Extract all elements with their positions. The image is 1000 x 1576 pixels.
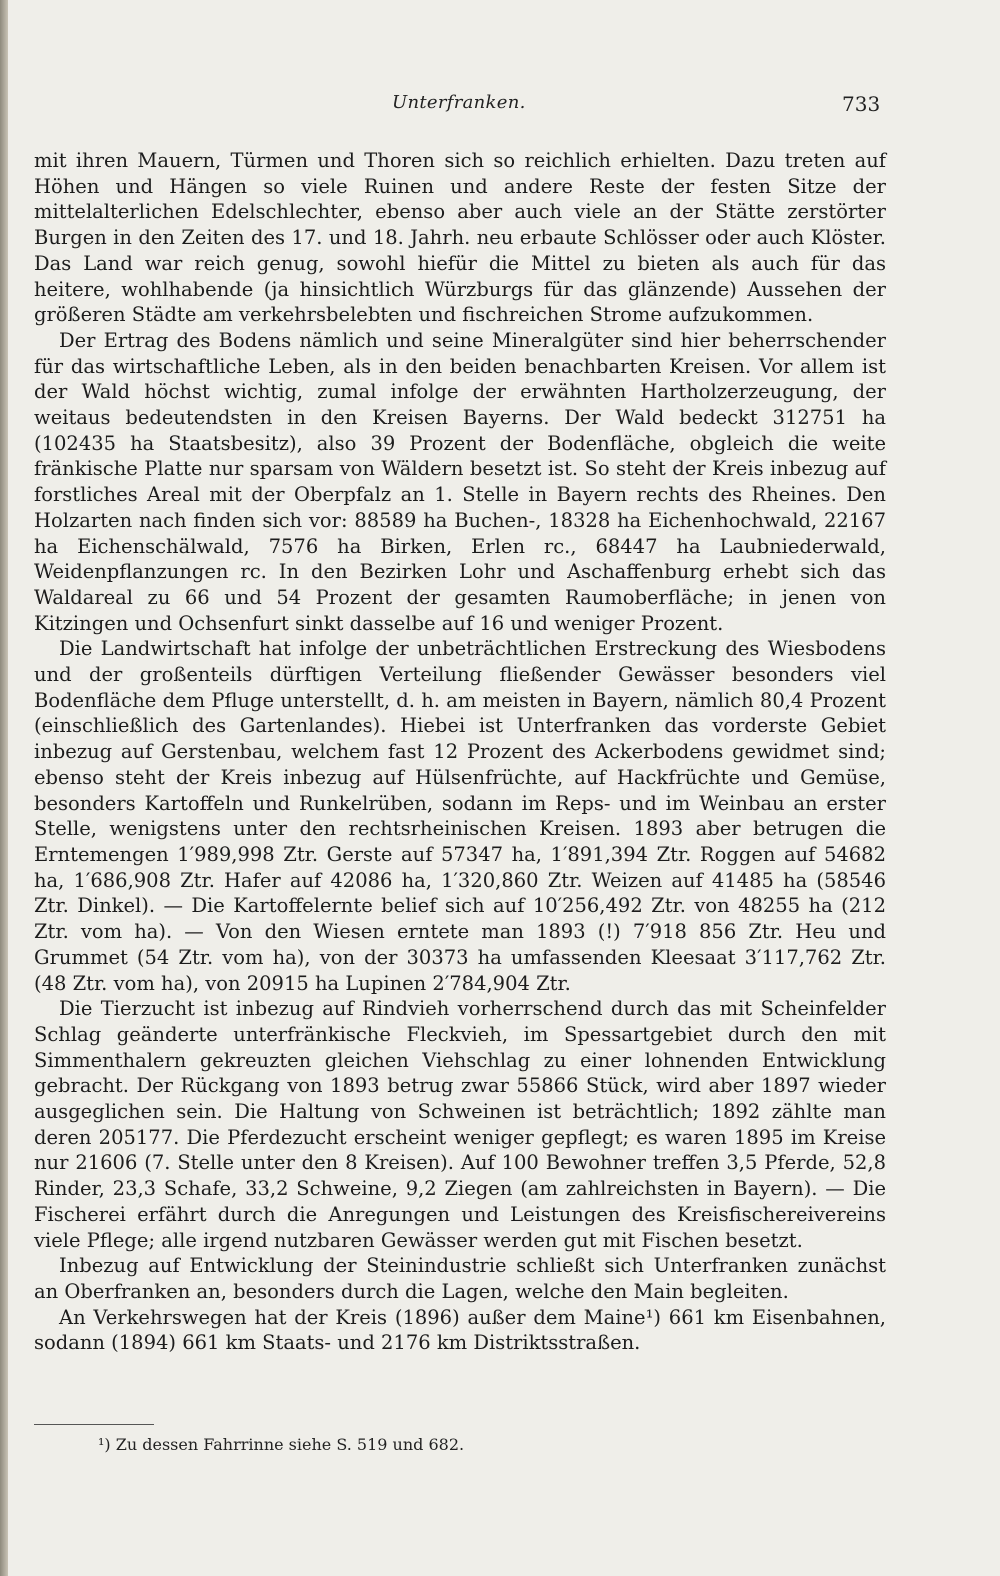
paragraph-2: Der Ertrag des Bodens nämlich und seine Mineralgüter sind hier beherrschender für das wirtschaftliche Leben, als in den beiden benachbarten Kreisen. Vor allem ist der Wald höchst wichtig, zumal infolge der erwähnten Hartholzerzeugung, der weitaus bedeutendsten in den Kreisen Bayerns. Der Wald bedeckt 312751 ha (102435 ha Staatsbesitz), also 39 Prozent der Bodenfläche, obgleich die weite fränkische Platte nur sparsam von Wäldern besetzt ist. So steht der Kreis inbezug auf forstliches Areal mit der Oberpfalz an 1. Stelle in Bayern rechts des Rheines. Den Holzarten nach finden sich vor: 88589 ha Buchen-, 18328 ha Eichenhochwald, 22167 ha Eichenschälwald, 7576 ha Birken, Erlen rc., 68447 ha Laubniederwald, Weidenpflanzungen rc. In den Bezirken Lohr und Aschaffenburg erhebt sich das Waldareal zu 66 und 54 Prozent der gesamten Raumoberfläche; in jenen von Kitzingen und Ochsenfurt sinkt dasselbe auf 16 und weniger Prozent. — [34, 328, 886, 635]
paragraph-5: Inbezug auf Entwicklung der Steinindustrie schließt sich Unterfranken zunächst an Oberfranken an, besonders durch die Lagen, welche den Main begleiten. — [34, 1254, 886, 1303]
paragraph-1: mit ihren Mauern, Türmen und Thoren sich so reichlich erhielten. Dazu treten auf Höhen und Hängen so viele Ruinen und andere Reste der festen Sitze der mittelalterlichen Edelschlechter, ebenso aber auch viele an der Stätte zerstörter Burgen in den Zeiten des 17. und 18. Jahrh. neu erbaute Schlösser oder auch Klöster. Das Land war reich genug, sowohl hiefür die Mittel zu bieten als auch für das heitere, wohlhabende (ja hinsichtlich Würzburgs für das glänzende) Aussehen der größeren Städte am verkehrsbelebten und fischreichen Strome aufzukommen. — [34, 149, 886, 327]
footnote-rule — [34, 1424, 154, 1425]
footnote: ¹) Zu dessen Fahrrinne siehe S. 519 und 682. — [98, 1435, 465, 1454]
book-spine-shadow — [0, 0, 8, 1576]
running-title: Unterfranken. — [392, 92, 526, 113]
page-header — [34, 92, 884, 122]
paragraph-3: Die Landwirtschaft hat infolge der unbeträchtlichen Erstreckung des Wiesbodens und der großenteils dürftigen Verteilung fließender Gewässer besonders viel Bodenfläche dem Pfluge unterstellt, d. h. am meisten in Bayern, nämlich 80,4 Prozent (einschließlich des Gartenlandes). Hiebei ist Unterfranken das vorderste Gebiet inbezug auf Gerstenbau, welchem fast 12 Prozent des Ackerbodens gewidmet sind; ebenso steht der Kreis inbezug auf Hülsenfrüchte, auf Hackfrüchte und Gemüse, besonders Kartoffeln und Runkelrüben, sodann im Reps- und im Weinbau an erster Stelle, wenigstens unter den rechtsrheinischen Kreisen. 1893 aber betrugen die Erntemengen 1′989,998 Ztr. Gerste auf 57347 ha, 1′891,394 Ztr. Roggen auf 54682 ha, 1′686,908 Ztr. Hafer auf 42086 ha, 1′320,860 Ztr. Weizen auf 41485 ha (58546 Ztr. Dinkel). — Die Kartoffelernte belief sich auf 10′256,492 Ztr. von 48255 ha (212 Ztr. vom ha). — Von den Wiesen erntete man 1893 (!) 7′918 856 Ztr. Heu und Grummet (54 Ztr. vom ha), von der 30373 ha umfassenden Kleesaat 3′117,762 Ztr. (48 Ztr. vom ha), von 20915 ha Lupinen 2′784,904 Ztr. — [34, 637, 886, 995]
book-page — [8, 0, 1000, 1576]
paragraph-6: An Verkehrswegen hat der Kreis (1896) außer dem Maine¹) 661 km Eisenbahnen, sodann (1894) 661 km Staats- und 2176 km Distriktsstraßen. — [34, 1305, 886, 1355]
paragraph-4: Die Tierzucht ist inbezug auf Rindvieh vorherrschend durch das mit Scheinfelder Schlag geänderte unterfränkische Fleckvieh, im Spessartgebiet durch den mit Simmenthalern gekreuzten gleichen Viehschlag zu einer lohnenden Entwicklung gebracht. Der Rückgang von 1893 betrug zwar 55866 Stück, wird aber 1897 wieder ausgeglichen sein. Die Haltung von Schweinen ist beträchtlich; 1892 zählte man deren 205177. Die Pferdezucht erscheint weniger gepflegt; es waren 1895 im Kreise nur 21606 (7. Stelle unter den 8 Kreisen). Auf 100 Bewohner treffen 3,5 Pferde, 52,8 Rinder, 23,3 Schafe, 33,2 Schweine, 9,2 Ziegen (am zahlreichsten in Bayern). — Die Fischerei erfährt durch die Anregungen und Leistungen des Kreisfischereivereins viele Pflege; alle irgend nutzbaren Gewässer werden gut mit Fischen besetzt. — [34, 997, 886, 1252]
page-number: 733 — [842, 92, 881, 116]
body-text — [34, 148, 886, 1356]
